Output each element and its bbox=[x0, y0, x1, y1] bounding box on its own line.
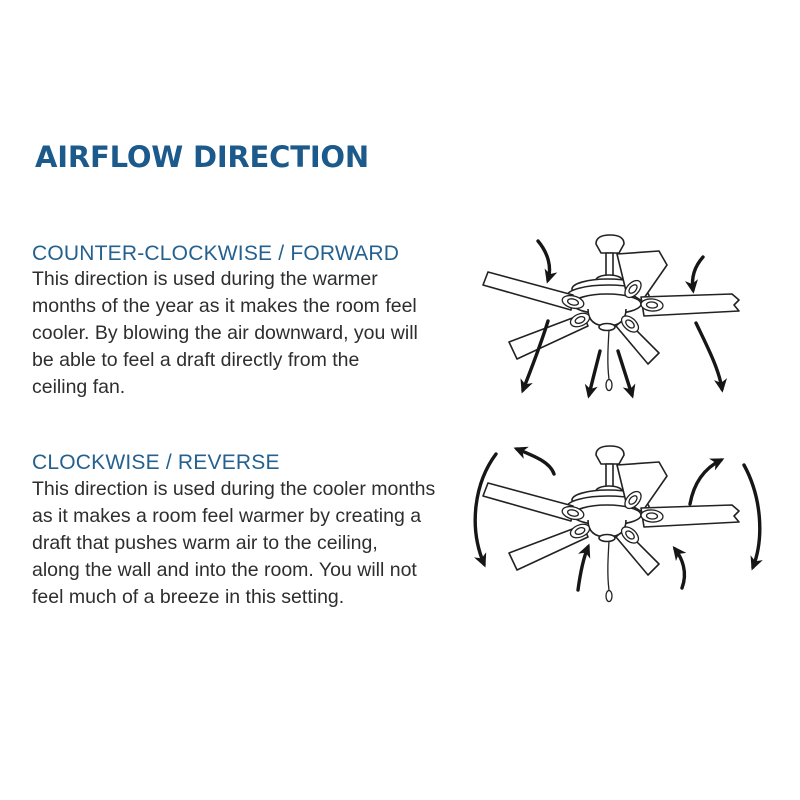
paragraph-line: This direction is used during the warmer bbox=[32, 268, 378, 290]
paragraph-line: as it makes a room feel warmer by creating a bbox=[32, 505, 422, 527]
paragraph-line: ceiling fan. bbox=[32, 376, 126, 398]
paragraph-line: feel much of a breeze in this setting. bbox=[32, 586, 345, 608]
paragraph-line: draft that pushes warm air to the ceiling, bbox=[32, 532, 378, 554]
paragraph-line: cooler. By blowing the air downward, you will bbox=[32, 322, 418, 344]
arrow-down-icon bbox=[538, 241, 550, 280]
arrow-down-icon bbox=[692, 257, 703, 290]
ceiling-fan-downward-airflow-illustration bbox=[460, 229, 800, 439]
section-paragraph-clockwise bbox=[32, 476, 435, 611]
section-paragraph-counter-clockwise bbox=[32, 266, 418, 401]
ceiling-fan-icon bbox=[483, 446, 739, 602]
ceiling-fan-upward-airflow-illustration bbox=[460, 440, 800, 650]
page-title: AIRFLOW DIRECTION bbox=[35, 140, 369, 174]
arrow-up-left-icon bbox=[517, 449, 554, 474]
paragraph-line: This direction is used during the cooler months bbox=[32, 478, 436, 500]
arrow-down-wall-icon bbox=[744, 465, 760, 567]
section-heading-counter-clockwise: COUNTER-CLOCKWISE / FORWARD bbox=[32, 242, 400, 265]
arrow-down-right-icon bbox=[696, 323, 722, 389]
arrow-down-icon bbox=[618, 351, 632, 395]
paragraph-line: months of the year as it makes the room feel bbox=[32, 295, 417, 317]
section-heading-clockwise: CLOCKWISE / REVERSE bbox=[32, 451, 280, 474]
arrow-up-right-icon bbox=[690, 460, 721, 504]
paragraph-line: be able to feel a draft directly from the bbox=[32, 349, 360, 371]
arrow-down-icon bbox=[589, 351, 600, 395]
arrow-down-wall-icon bbox=[475, 454, 496, 564]
arrow-up-icon bbox=[675, 549, 684, 588]
arrow-up-icon bbox=[578, 547, 588, 590]
paragraph-line: along the wall and into the room. You will not bbox=[32, 559, 417, 581]
